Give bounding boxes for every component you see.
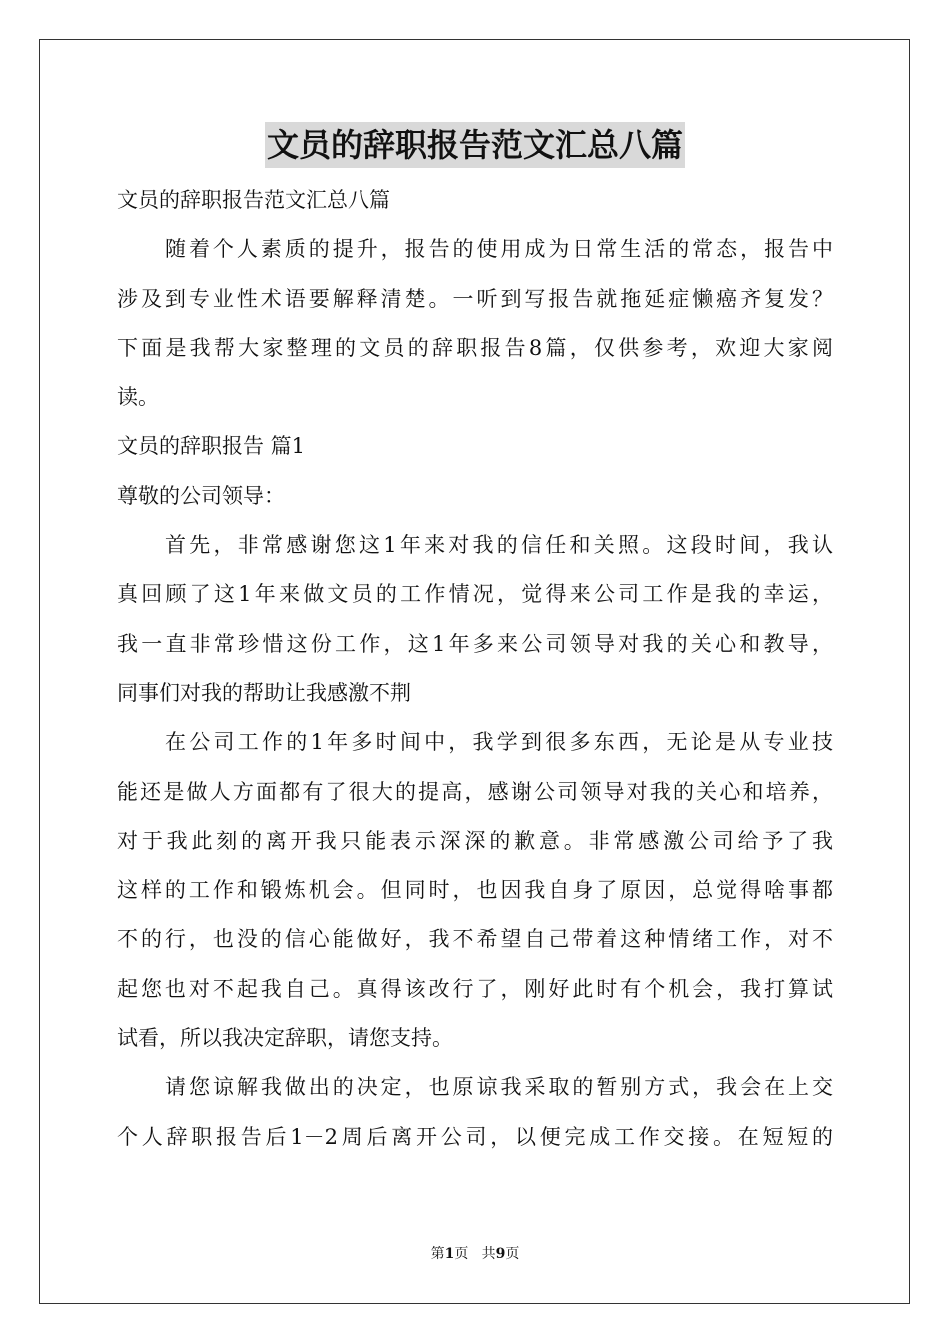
text-line: 能还是做人方面都有了很大的提高，感谢公司领导对我的关心和培养， xyxy=(117,779,833,804)
text-line: 个人辞职报告后1－2周后离开公司，以便完成工作交接。在短短的 xyxy=(117,1124,833,1149)
text-line: 文员的辞职报告范文汇总八篇 xyxy=(117,188,390,212)
total-suffix: 页 xyxy=(505,1246,520,1262)
text-line: 对于我此刻的离开我只能表示深深的歉意。非常感激公司给予了我 xyxy=(117,828,833,853)
total-prefix: 共 xyxy=(481,1246,496,1262)
page-suffix: 页 xyxy=(454,1246,469,1262)
text-line: 真回顾了这1年来做文员的工作情况，觉得来公司工作是我的幸运， xyxy=(117,582,833,607)
text-line: 在公司工作的1年多时间中，我学到很多东西，无论是从专业技 xyxy=(165,730,833,755)
document-title: 文员的辞职报告范文汇总八篇 xyxy=(265,122,685,168)
text-line: 同事们对我的帮助让我感激不荆 xyxy=(117,680,411,705)
text-line: 随着个人素质的提升，报告的使用成为日常生活的常态，报告中 xyxy=(165,237,833,262)
text-line: 下面是我帮大家整理的文员的辞职报告8篇，仅供参考，欢迎大家阅 xyxy=(117,335,833,360)
text-line: 尊敬的公司领导： xyxy=(117,483,285,508)
text-line: 涉及到专业性术语要解释清楚。一听到写报告就拖延症懒癌齐复发？ xyxy=(117,286,833,311)
text-line: 文员的辞职报告 篇1 xyxy=(117,434,306,459)
page-total: 9 xyxy=(495,1246,506,1262)
text-line: 起您也对不起我自己。真得该改行了，刚好此时有个机会，我打算试 xyxy=(117,976,833,1001)
text-line: 不的行，也没的信心能做好，我不希望自己带着这种情绪工作，对不 xyxy=(117,927,833,952)
page-prefix: 第 xyxy=(430,1246,445,1262)
text-line: 试看，所以我决定辞职，请您支持。 xyxy=(117,1026,453,1051)
text-line: 请您谅解我做出的决定，也原谅我采取的暂别方式，我会在上交 xyxy=(165,1075,833,1100)
text-line: 这样的工作和锻炼机会。但同时，也因我自身了原因，总觉得啥事都 xyxy=(117,878,833,903)
text-line: 我一直非常珍惜这份工作，这1年多来公司领导对我的关心和教导， xyxy=(117,631,833,656)
text-line: 读。 xyxy=(117,385,159,410)
document-body xyxy=(117,176,833,1162)
page-footer xyxy=(0,1244,950,1264)
page-current: 1 xyxy=(444,1246,455,1262)
text-line: 首先，非常感谢您这1年来对我的信任和关照。这段时间，我认 xyxy=(165,533,833,558)
title-container xyxy=(0,122,950,168)
